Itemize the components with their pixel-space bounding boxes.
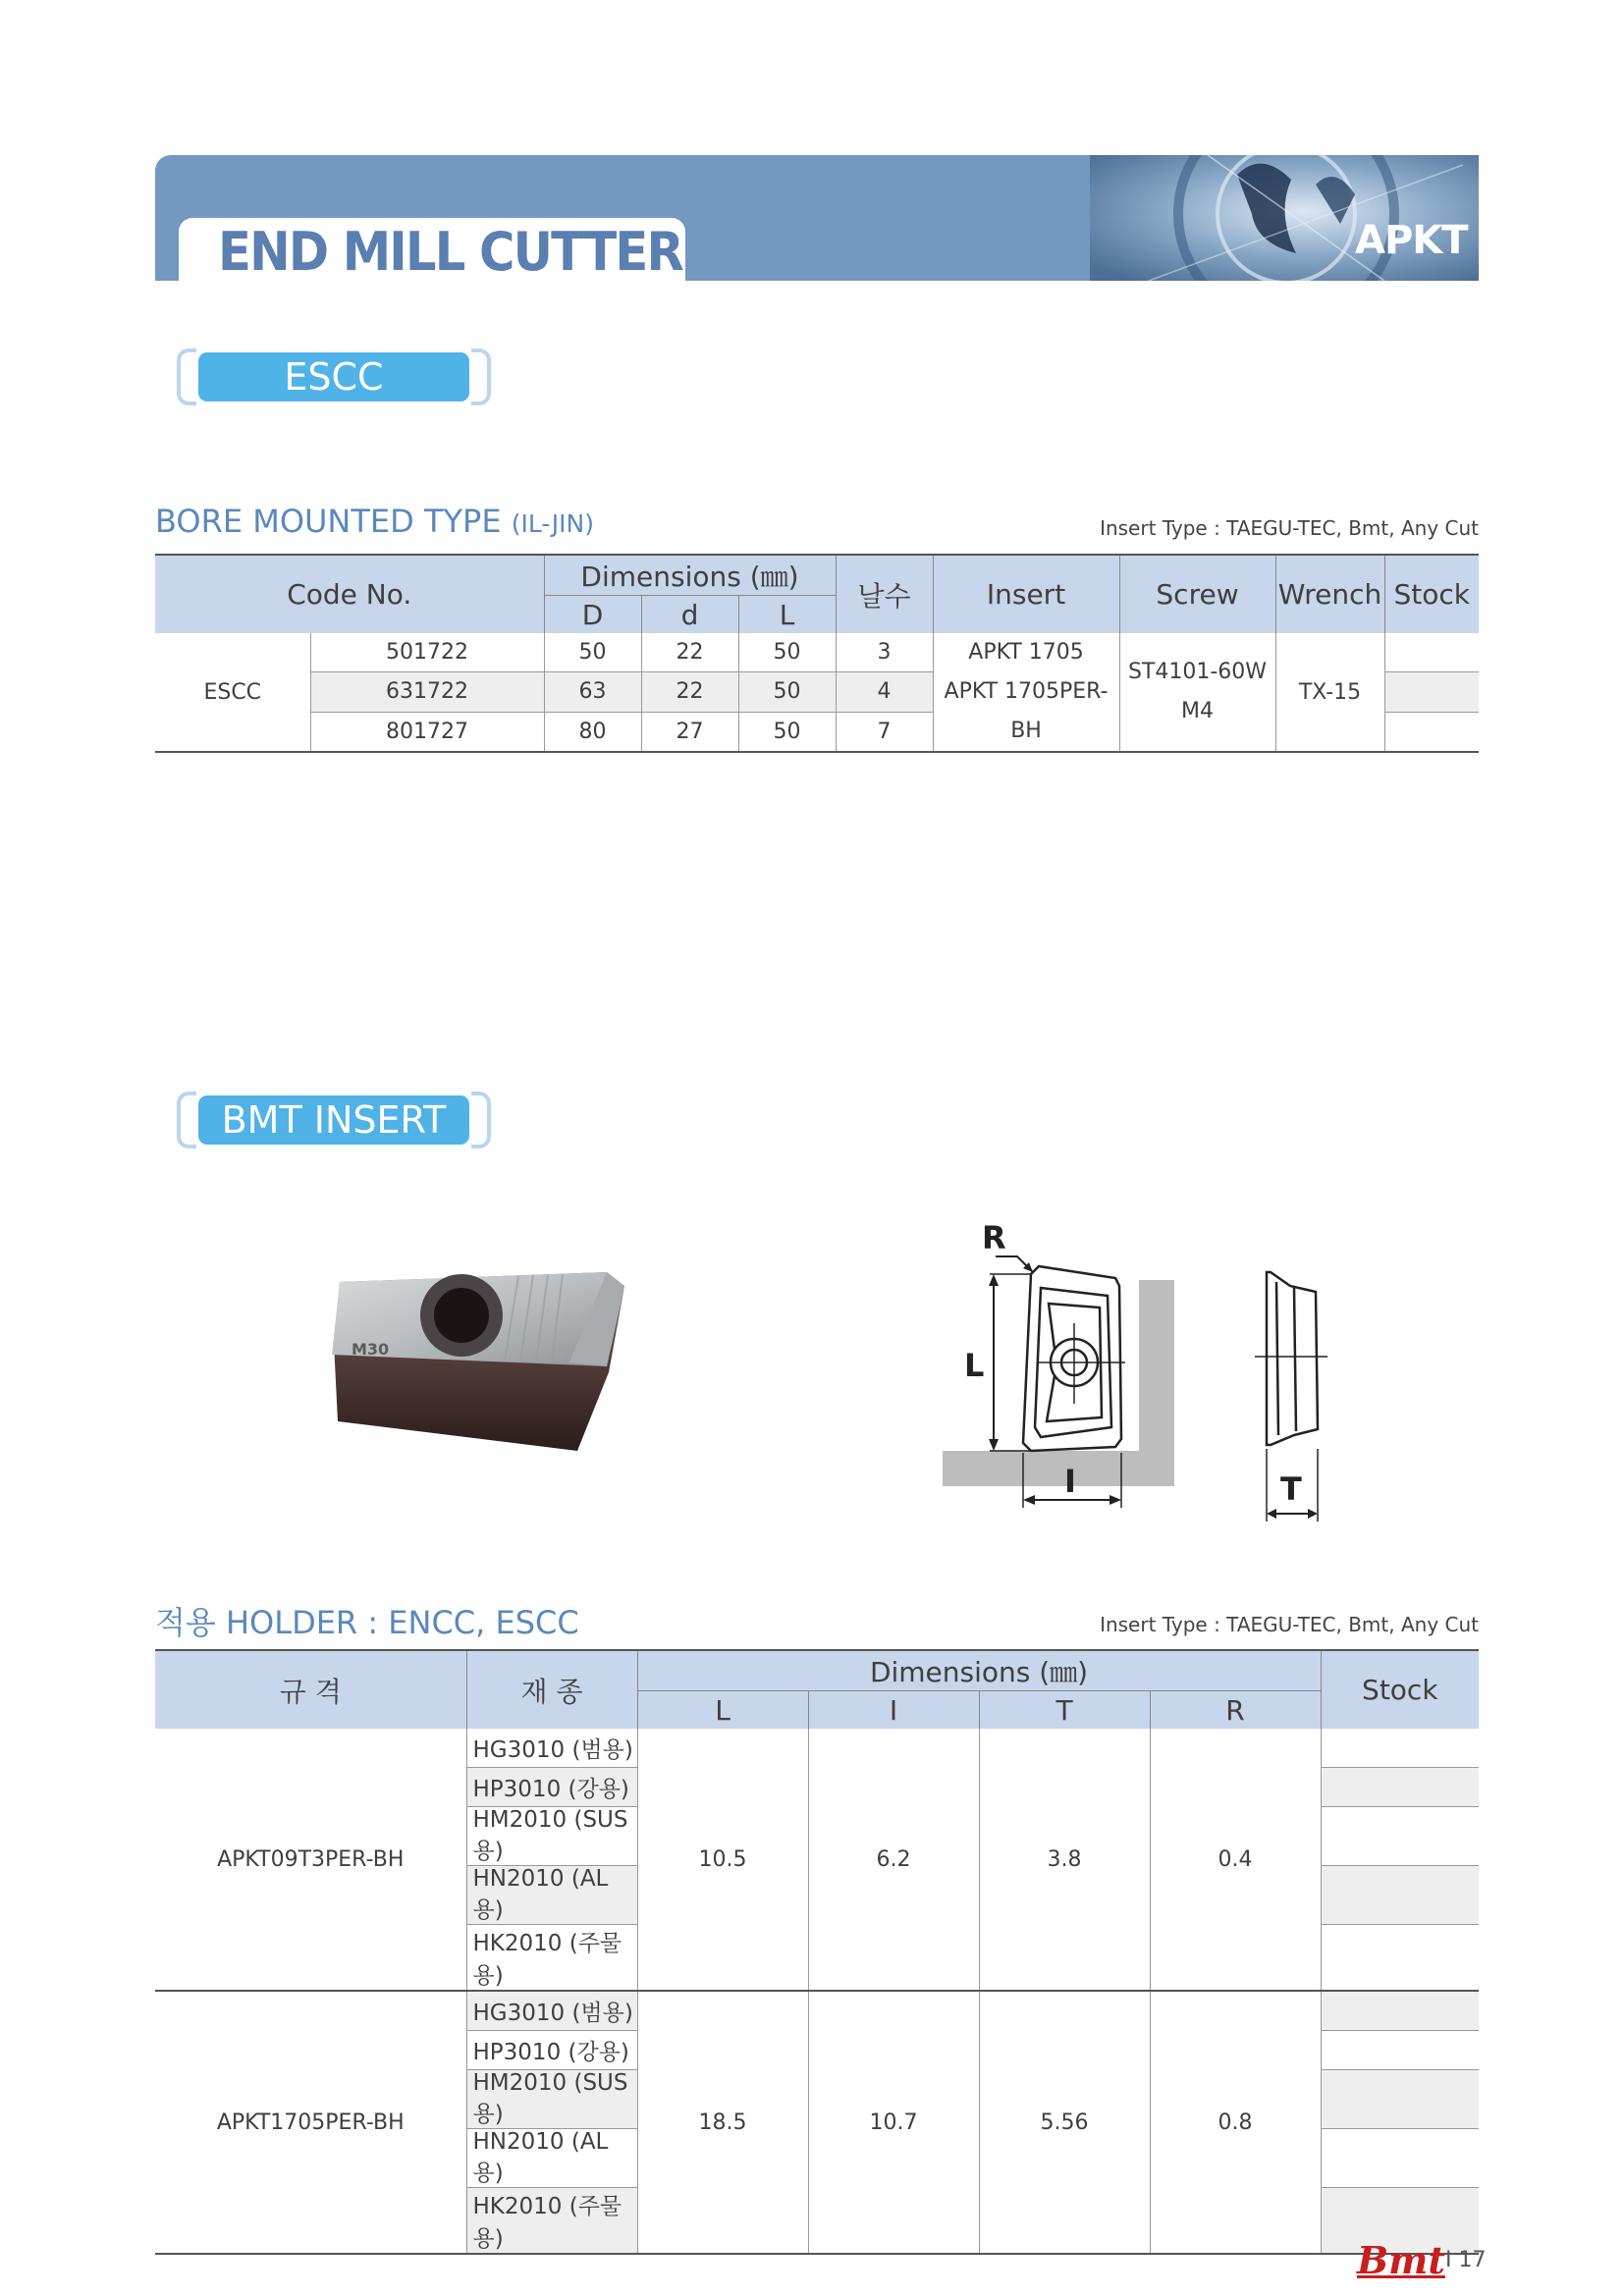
- section-title: [155, 503, 594, 540]
- col-L: L: [637, 1691, 808, 1730]
- screw-line-2: M4: [1181, 699, 1214, 723]
- cell-d: 22: [641, 672, 738, 712]
- dim-label-I: I: [1064, 1463, 1076, 1500]
- insert-type-note: Insert Type : TAEGU-TEC, Bmt, Any Cut: [1100, 516, 1479, 540]
- page-number: I 17: [1445, 2248, 1487, 2272]
- cell-flutes: 7: [836, 712, 933, 752]
- cell-material: HM2010 (SUS용): [466, 1807, 637, 1866]
- insert-side-view: [1267, 1272, 1318, 1445]
- cell-stock: [1321, 1768, 1479, 1807]
- cell-spec: APKT09T3PER-BH: [155, 1729, 466, 1991]
- cell-stock: [1321, 1991, 1479, 2031]
- cell-stock: [1384, 633, 1479, 672]
- cell-code: 631722: [310, 672, 544, 712]
- cell-L: 18.5: [637, 1991, 808, 2254]
- brand-logo: Bmt: [1357, 2238, 1445, 2282]
- insert-line-1: APKT 1705: [968, 640, 1084, 665]
- col-L: L: [738, 596, 836, 634]
- col-stock: Stock: [1321, 1650, 1479, 1729]
- section-pill-bmt-insert: [177, 1092, 491, 1148]
- cell-L: 50: [738, 672, 836, 712]
- diagram-wall: [1139, 1280, 1174, 1486]
- cell-L: 50: [738, 712, 836, 752]
- cell-material: HM2010 (SUS용): [466, 2070, 637, 2129]
- insert-type-note-2: Insert Type : TAEGU-TEC, Bmt, Any Cut: [1100, 1613, 1479, 1636]
- group-label: ESCC: [155, 633, 310, 752]
- col-stock: Stock: [1384, 555, 1479, 633]
- product-code: APKT: [1355, 218, 1468, 263]
- table-row: [155, 633, 1479, 672]
- col-code-no: Code No.: [287, 578, 412, 611]
- insert-photo-mark: M30: [352, 1340, 390, 1359]
- dim-label-T: T: [1280, 1470, 1302, 1508]
- table-row: [155, 1729, 1479, 1768]
- cell-insert: [933, 633, 1119, 752]
- cell-I: 10.7: [808, 1991, 979, 2254]
- cell-L: 10.5: [637, 1729, 808, 1991]
- cell-spec: APKT1705PER-BH: [155, 1991, 466, 2254]
- section-pill-label: BMT INSERT: [198, 1095, 469, 1145]
- cell-material: HP3010 (강용): [466, 1768, 637, 1807]
- cell-D: 63: [544, 672, 641, 712]
- cell-stock: [1321, 1807, 1479, 1866]
- cell-material: HG3010 (범용): [466, 1991, 637, 2031]
- cell-T: 5.56: [979, 1991, 1150, 2254]
- section-title-sub: (IL-JIN): [511, 509, 594, 538]
- cell-stock: [1321, 2031, 1479, 2070]
- col-dimensions: Dimensions (㎜): [544, 555, 836, 596]
- cell-flutes: 4: [836, 672, 933, 712]
- col-flutes: 날수: [836, 555, 933, 633]
- table-row: [155, 1991, 1479, 2031]
- section-pill-label: ESCC: [198, 352, 469, 401]
- dim-label-L: L: [964, 1347, 985, 1384]
- cell-R: 0.8: [1150, 1991, 1321, 2254]
- col-I: I: [808, 1691, 979, 1730]
- insert-line-2: APKT 1705PER-BH: [944, 679, 1109, 743]
- screw-line-1: ST4101-60W: [1127, 660, 1268, 684]
- col-wrench: Wrench: [1275, 555, 1384, 633]
- cell-I: 6.2: [808, 1729, 979, 1991]
- cell-flutes: 3: [836, 633, 933, 672]
- col-d: d: [641, 596, 738, 634]
- cell-stock: [1321, 1866, 1479, 1925]
- cell-material: HP3010 (강용): [466, 2031, 637, 2070]
- insert-table: [155, 1649, 1479, 2255]
- cell-material: HK2010 (주물용): [466, 1925, 637, 1992]
- cell-d: 27: [641, 712, 738, 752]
- cell-code: 501722: [310, 633, 544, 672]
- cell-wrench: TX-15: [1275, 633, 1384, 752]
- dim-label-R: R: [982, 1219, 1006, 1256]
- cell-material: HG3010 (범용): [466, 1729, 637, 1768]
- col-T: T: [979, 1691, 1150, 1730]
- cell-screw: [1119, 633, 1275, 752]
- cell-stock: [1321, 2129, 1479, 2188]
- holder-title: 적용 HOLDER : ENCC, ESCC: [155, 1604, 579, 1641]
- col-insert: Insert: [933, 555, 1119, 633]
- cell-stock: [1321, 2070, 1479, 2129]
- cell-material: HN2010 (AL용): [466, 1866, 637, 1925]
- insert-photo: [312, 1264, 636, 1457]
- cell-material: HN2010 (AL용): [466, 2129, 637, 2188]
- page-title: END MILL CUTTER: [218, 221, 682, 283]
- col-dimensions: Dimensions (㎜): [637, 1650, 1321, 1691]
- col-material: 재 종: [466, 1650, 637, 1729]
- section-title-main: BORE MOUNTED TYPE: [155, 503, 502, 540]
- col-spec: 규 격: [279, 1675, 342, 1708]
- cell-T: 3.8: [979, 1729, 1150, 1991]
- cell-stock: [1384, 672, 1479, 712]
- cell-code: 801727: [310, 712, 544, 752]
- cell-D: 50: [544, 633, 641, 672]
- cell-stock: [1321, 1729, 1479, 1768]
- escc-table: [155, 554, 1479, 753]
- insert-diagram: [943, 1217, 1355, 1531]
- cell-R: 0.4: [1150, 1729, 1321, 1991]
- cell-material: HK2010 (주물용): [466, 2188, 637, 2255]
- cell-L: 50: [738, 633, 836, 672]
- cell-d: 22: [641, 633, 738, 672]
- section-pill-escc: [177, 348, 491, 405]
- col-R: R: [1150, 1691, 1321, 1730]
- col-screw: Screw: [1119, 555, 1275, 633]
- cell-D: 80: [544, 712, 641, 752]
- cell-stock: [1384, 712, 1479, 752]
- col-D: D: [544, 596, 641, 634]
- cell-stock: [1321, 1925, 1479, 1992]
